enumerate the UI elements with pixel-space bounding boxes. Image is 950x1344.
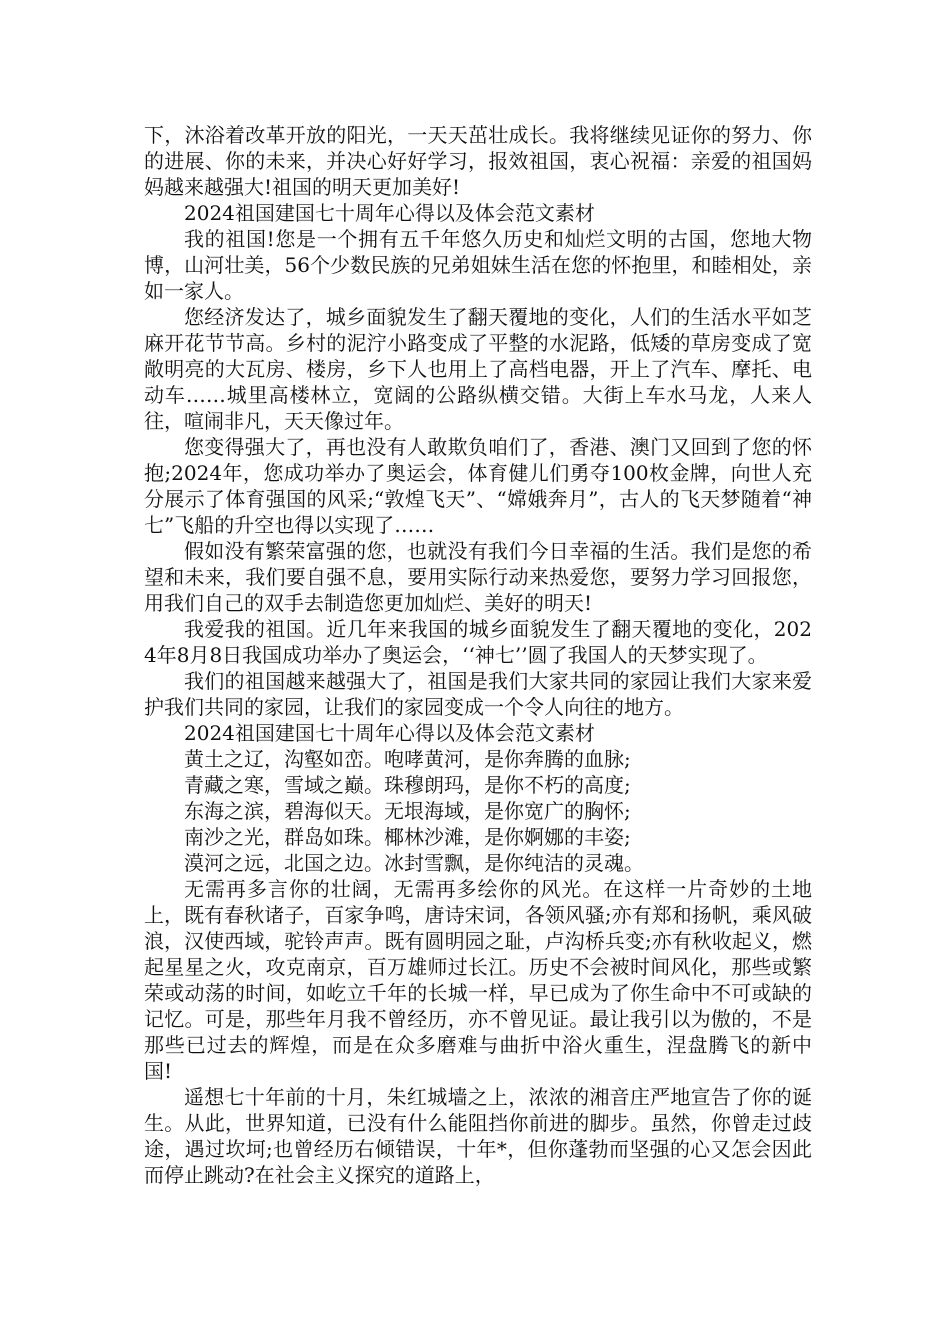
paragraph: 无需再多言你的壮阔，无需再多绘你的风光。在这样一片奇妙的土地上，既有春秋诸子，百家争鸣，唐诗宋词，各领风骚;亦有郑和扬帆，乘风破浪，汉使西域，驼铃声声。既有圆明园之耻，卢沟桥兵变;亦有秋收起义，燃起星星之火，攻克南京，百万雄师过长江。历史不会被时间风化，那些或繁荣或动荡的时间，如屹立千年的长城一样，早已成为了你生命中不可或缺的记忆。可是，那些年月我不曾经历，亦不曾见证。最让我引以为傲的，不是那些已过去的辉煌，而是在众多磨难与曲折中浴火重生，涅盘腾飞的新中国! xyxy=(144,877,812,1083)
paragraph: 我爱我的祖国。近几年来我国的城乡面貌发生了翻天覆地的变化，2024年8月8日我国成功举办了奥运会，‘‘神七’’圆了我国人的天梦实现了。 xyxy=(144,617,812,667)
verse-line: 漠河之远，北国之边。冰封雪飘，是你纯洁的灵魂。 xyxy=(184,851,644,875)
document-body xyxy=(144,122,812,1188)
paragraph: 您变得强大了，再也没有人敢欺负咱们了，香港、澳门又回到了您的怀抱;2024年，您成功举办了奥运会，体育健儿们勇夺100枚金牌，向世人充分展示了体育强国的风采;“敦煌飞天”、“嫦娥奔月”，古人的飞天梦随着“神七”飞船的升空也得以实现了…… xyxy=(144,435,812,537)
section-heading-1: 2024祖国建国七十周年心得以及体会范文素材 xyxy=(184,201,595,225)
paragraph: 我的祖国!您是一个拥有五千年悠久历史和灿烂文明的古国，您地大物博，山河壮美，56个少数民族的兄弟姐妹生活在您的怀抱里，和睦相处，亲如一家人。 xyxy=(144,227,812,303)
paragraph: 您经济发达了，城乡面貌发生了翻天覆地的变化，人们的生活水平如芝麻开花节节高。乡村的泥泞小路变成了平整的水泥路，低矮的草房变成了宽敞明亮的大瓦房、楼房，乡下人也用上了高档电器，开上了汽车、摩托、电动车……城里高楼林立，宽阔的公路纵横交错。大街上车水马龙，人来人往，喧闹非凡，天天像过年。 xyxy=(144,305,812,433)
paragraph-continued: 下，沐浴着改革开放的阳光，一天天茁壮成长。我将继续见证你的努力、你的进展、你的未来，并决心好好学习，报效祖国，衷心祝福：亲爱的祖国妈妈越来越强大!祖国的明天更加美好! xyxy=(144,123,812,199)
paragraph: 遥想七十年前的十月，朱红城墙之上，浓浓的湘音庄严地宣告了你的诞生。从此，世界知道，已没有什么能阻挡你前进的脚步。虽然，你曾走过歧途，遇过坎坷;也曾经历右倾错误，十年*，但你蓬勃而坚强的心又怎会因此而停止跳动?在社会主义探究的道路上， xyxy=(144,1085,812,1187)
paragraph: 我们的祖国越来越强大了，祖国是我们大家共同的家园让我们大家来爱护我们共同的家园，让我们的家园变成一个令人向往的地方。 xyxy=(144,669,812,719)
verse-line: 东海之滨，碧海似天。无垠海域，是你宽广的胸怀; xyxy=(184,799,631,823)
verse-line: 青藏之寒，雪域之巅。珠穆朗玛，是你不朽的高度; xyxy=(184,773,631,797)
section-heading-2: 2024祖国建国七十周年心得以及体会范文素材 xyxy=(184,721,595,745)
verse-line: 黄土之辽，沟壑如峦。咆哮黄河，是你奔腾的血脉; xyxy=(184,747,631,771)
verse-line: 南沙之光，群岛如珠。椰林沙滩，是你婀娜的丰姿; xyxy=(184,825,631,849)
paragraph: 假如没有繁荣富强的您，也就没有我们今日幸福的生活。我们是您的希望和未来，我们要自强不息，要用实际行动来热爱您，要努力学习回报您，用我们自己的双手去制造您更加灿烂、美好的明天! xyxy=(144,539,812,615)
